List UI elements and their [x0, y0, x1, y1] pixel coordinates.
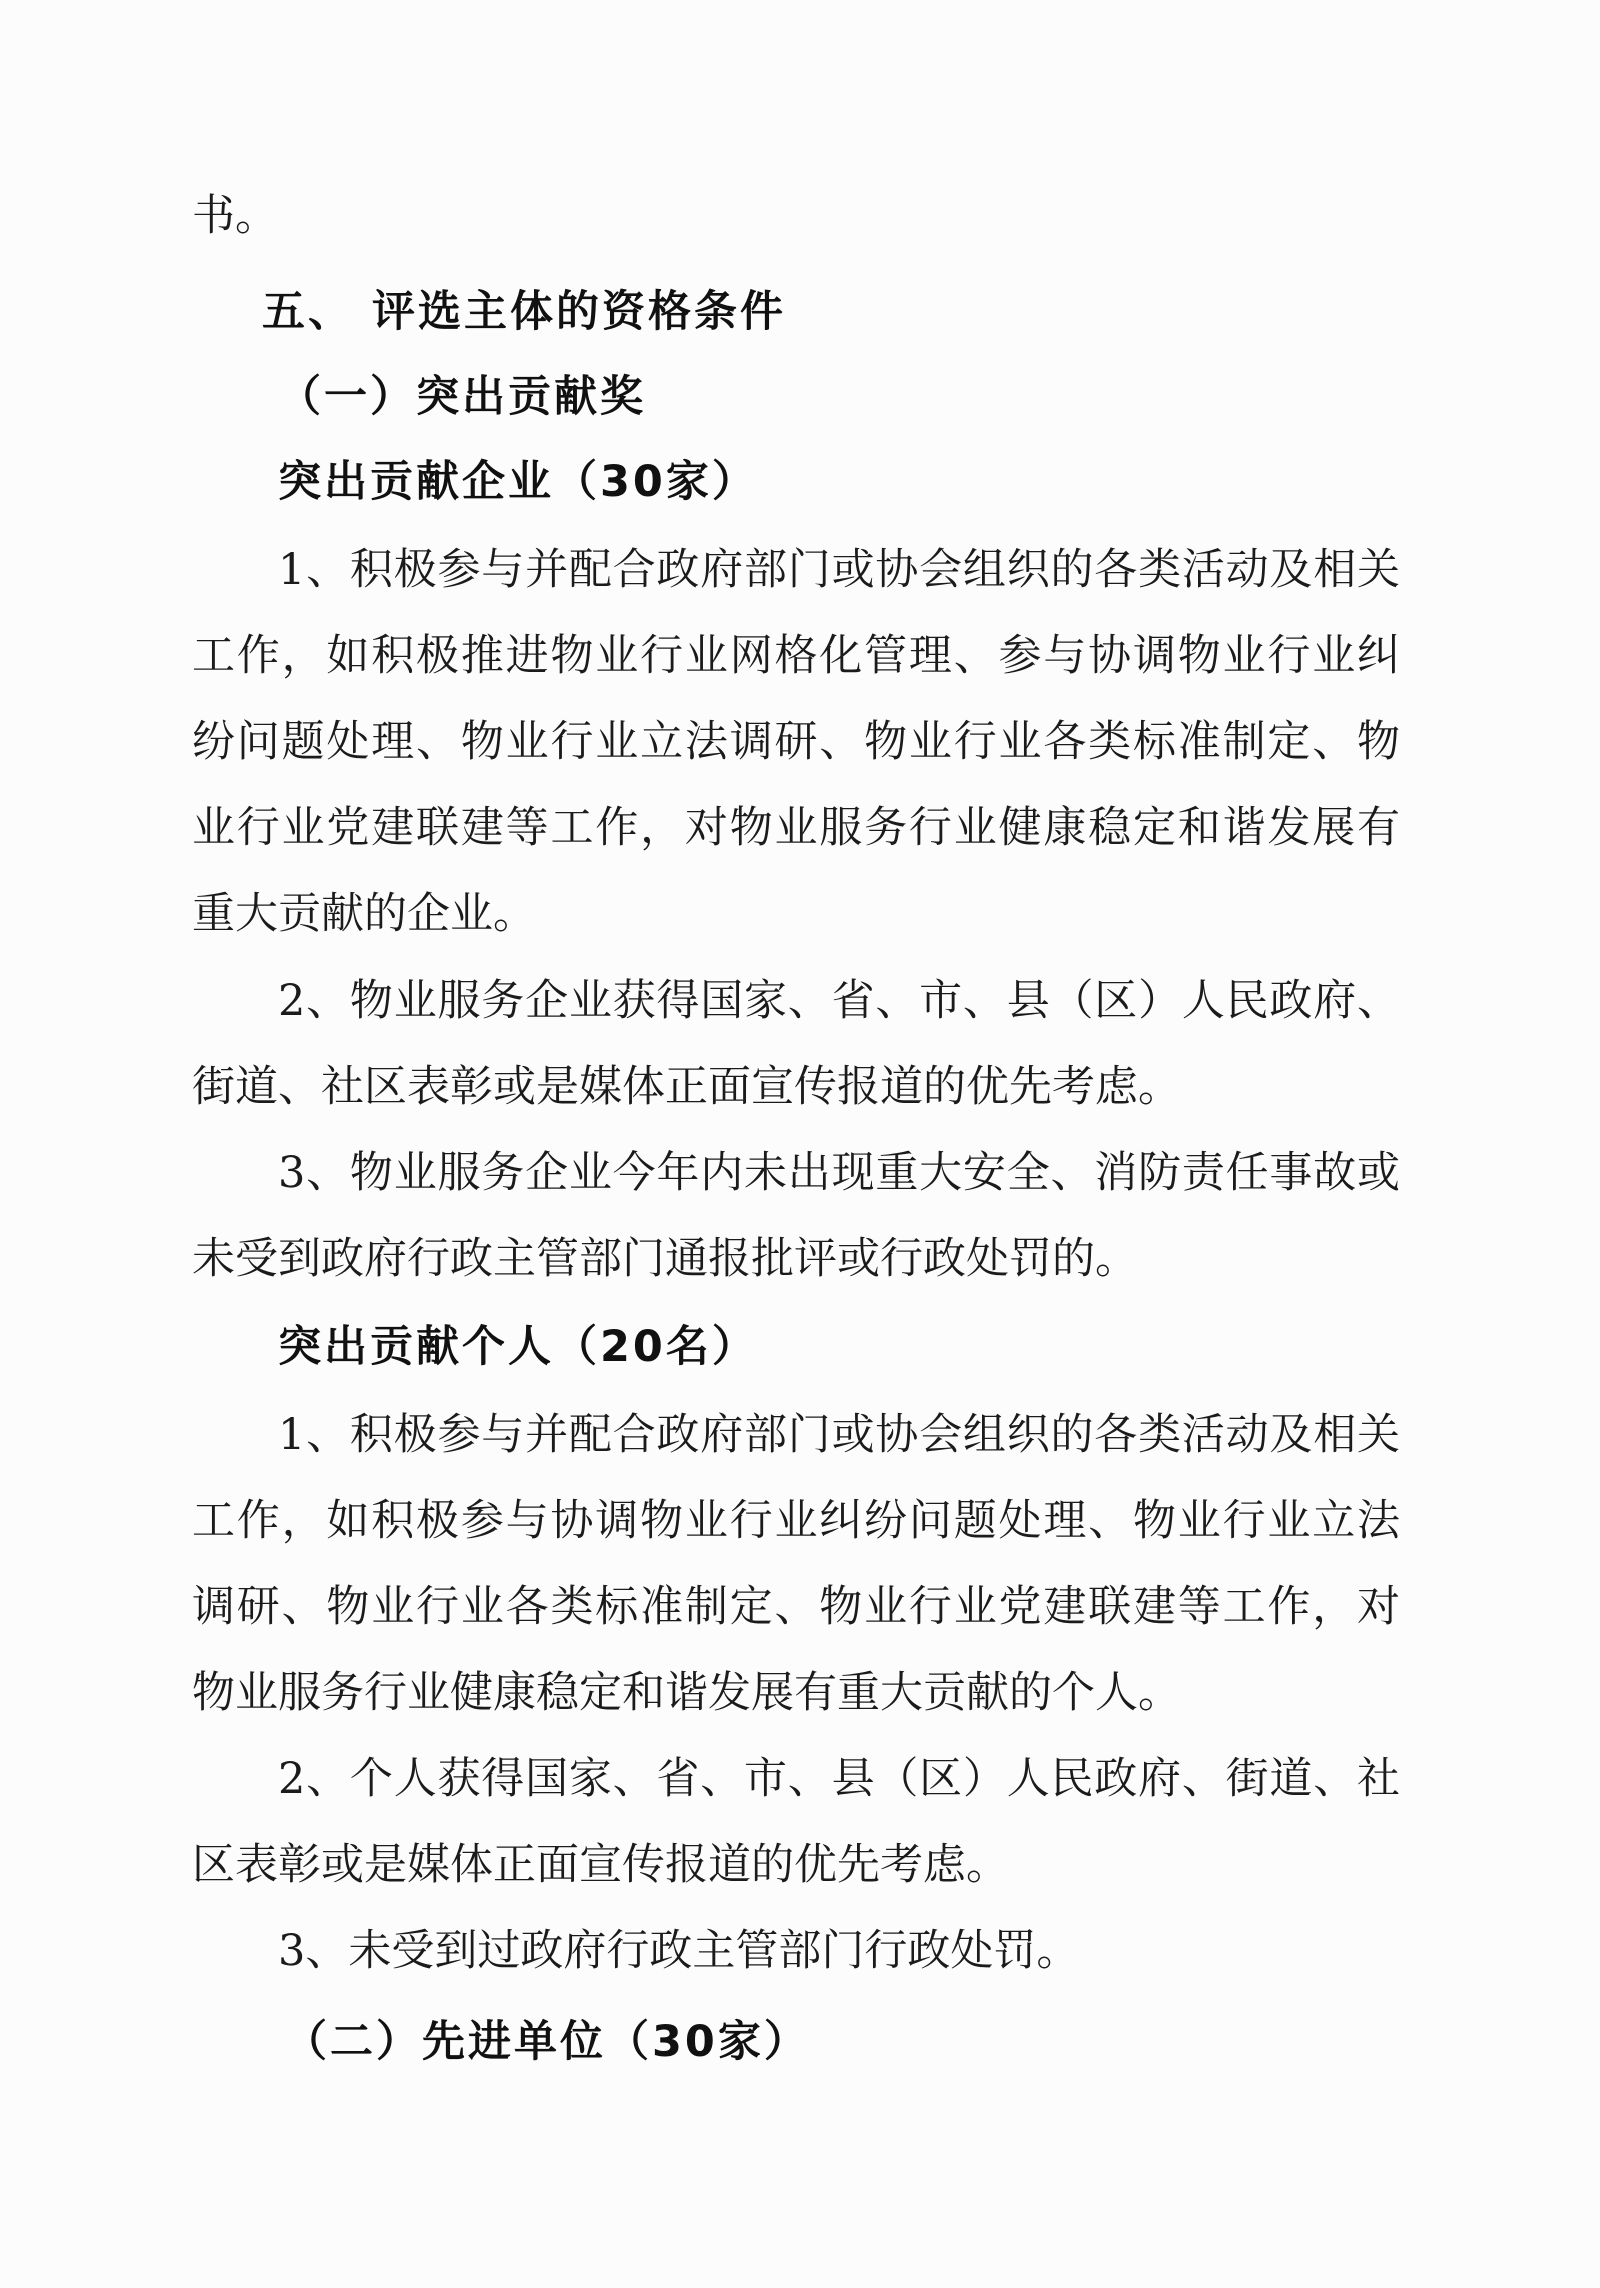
paragraph-line: 纷问题处理、物业行业立法调研、物业行业各类标准制定、物 — [192, 717, 1400, 767]
paragraph-line: 重大贡献的企业。 — [192, 889, 536, 939]
paragraph-line: 业行业党建联建等工作，对物业服务行业健康稳定和谐发展有 — [192, 803, 1400, 853]
paragraph-line: 3、未受到过政府行政主管部门行政处罚。 — [278, 1926, 1080, 1976]
paragraph-line: 区表彰或是媒体正面宣传报道的优先考虑。 — [192, 1840, 1009, 1890]
paragraph-line: 2、物业服务企业获得国家、省、市、县（区）人民政府、 — [278, 976, 1400, 1026]
paragraph-line: 街道、社区表彰或是媒体正面宣传报道的优先考虑。 — [192, 1062, 1181, 1112]
paragraph-line: 1、积极参与并配合政府部门或协会组织的各类活动及相关 — [278, 1410, 1400, 1460]
paragraph-line: 工作，如积极参与协调物业行业纠纷问题处理、物业行业立法 — [192, 1496, 1400, 1546]
subsection-heading: （二）先进单位（30家） — [284, 2017, 810, 2067]
paragraph-continuation: 书。 — [192, 191, 278, 241]
category-heading: 突出贡献个人（20名） — [278, 1322, 758, 1372]
paragraph-line: 3、物业服务企业今年内未出现重大安全、消防责任事故或 — [278, 1148, 1400, 1198]
paragraph-line: 1、积极参与并配合政府部门或协会组织的各类活动及相关 — [278, 545, 1400, 595]
category-heading: 突出贡献企业（30家） — [278, 457, 758, 507]
paragraph-line: 2、个人获得国家、省、市、县（区）人民政府、街道、社 — [278, 1754, 1400, 1804]
subsection-heading: （一）突出贡献奖 — [278, 372, 646, 422]
paragraph-line: 调研、物业行业各类标准制定、物业行业党建联建等工作，对 — [192, 1582, 1400, 1632]
paragraph-line: 物业服务行业健康稳定和谐发展有重大贡献的个人。 — [192, 1668, 1181, 1718]
paragraph-line: 工作，如积极推进物业行业网格化管理、参与协调物业行业纠 — [192, 631, 1400, 681]
section-heading: 五、 评选主体的资格条件 — [262, 287, 786, 337]
paragraph-line: 未受到政府行政主管部门通报批评或行政处罚的。 — [192, 1234, 1138, 1284]
